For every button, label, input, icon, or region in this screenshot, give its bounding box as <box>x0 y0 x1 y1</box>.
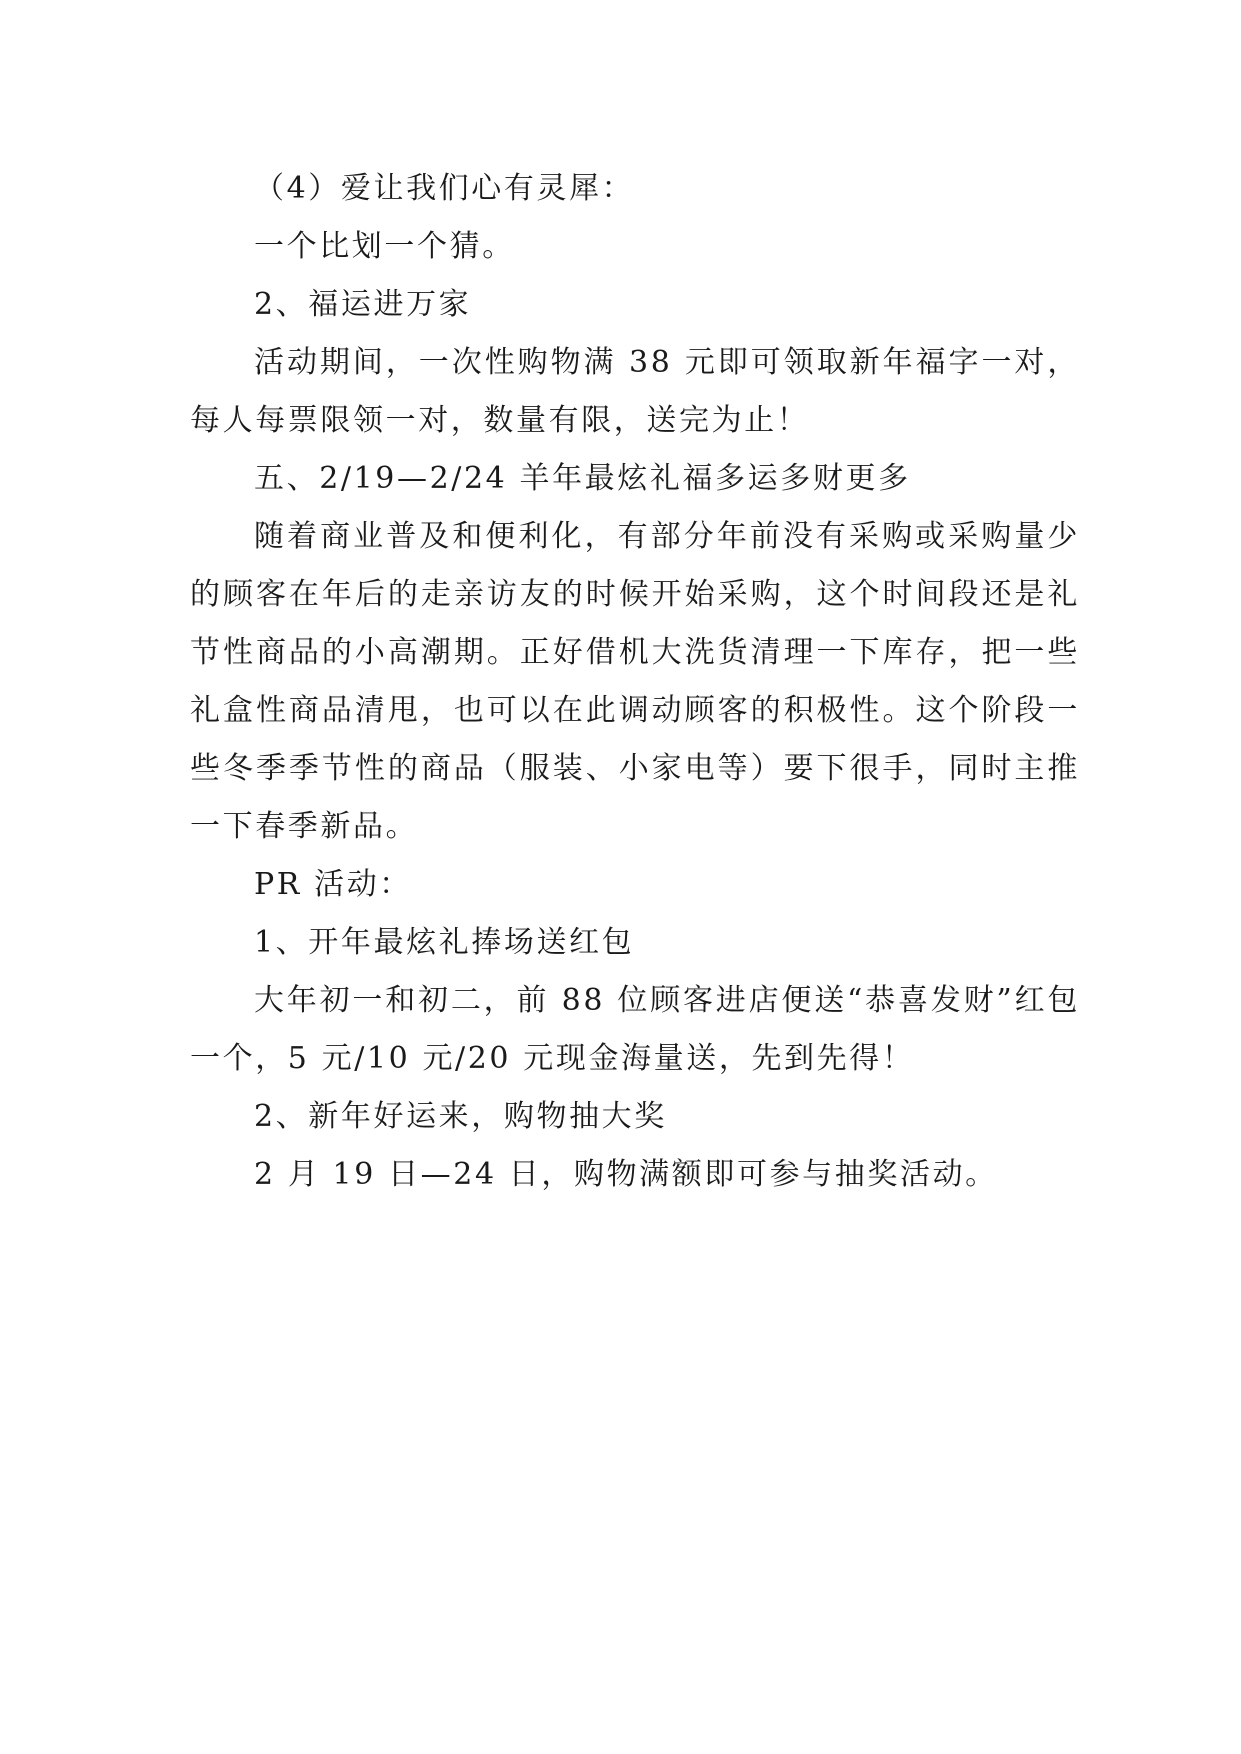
paragraph-red-envelope-heading: 1、开年最炫礼捧场送红包 <box>254 925 635 960</box>
document-body <box>190 160 1080 1204</box>
paragraph-lottery-heading: 2、新年好运来，购物抽大奖 <box>254 1099 667 1134</box>
paragraph-red-envelope-details: 大年初一和初二，前 88 位顾客进店便送“恭喜发财”红包一个，5 元/10 元/20 元现金海量送，先到先得！ <box>190 983 1080 1076</box>
paragraph-section-five-heading: 五、2/19—2/24 羊年最炫礼福多运多财更多 <box>254 461 911 496</box>
paragraph-section-five-body: 随着商业普及和便利化，有部分年前没有采购或采购量少的顾客在年后的走亲访友的时候开始采购，这个时间段还是礼节性商品的小高潮期。正好借机大洗货清理一下库存，把一些礼盒性商品清甩，也可以在此调动顾客的积极性。这个阶段一些冬季季节性的商品（服装、小家电等）要下很手，同时主推一下春季新品。 <box>190 519 1080 844</box>
paragraph-pr-heading: PR 活动： <box>254 867 412 902</box>
paragraph-heading-fortune: 2、福运进万家 <box>254 287 472 322</box>
paragraph-gesture-guess: 一个比划一个猜。 <box>254 229 515 264</box>
paragraph-fortune-details: 活动期间，一次性购物满 38 元即可领取新年福字一对，每人每票限领一对，数量有限，送完为止！ <box>190 345 1080 438</box>
paragraph-activity-4: （4）爱让我们心有灵犀： <box>254 171 635 206</box>
paragraph-lottery-details: 2 月 19 日—24 日，购物满额即可参与抽奖活动。 <box>254 1157 998 1192</box>
